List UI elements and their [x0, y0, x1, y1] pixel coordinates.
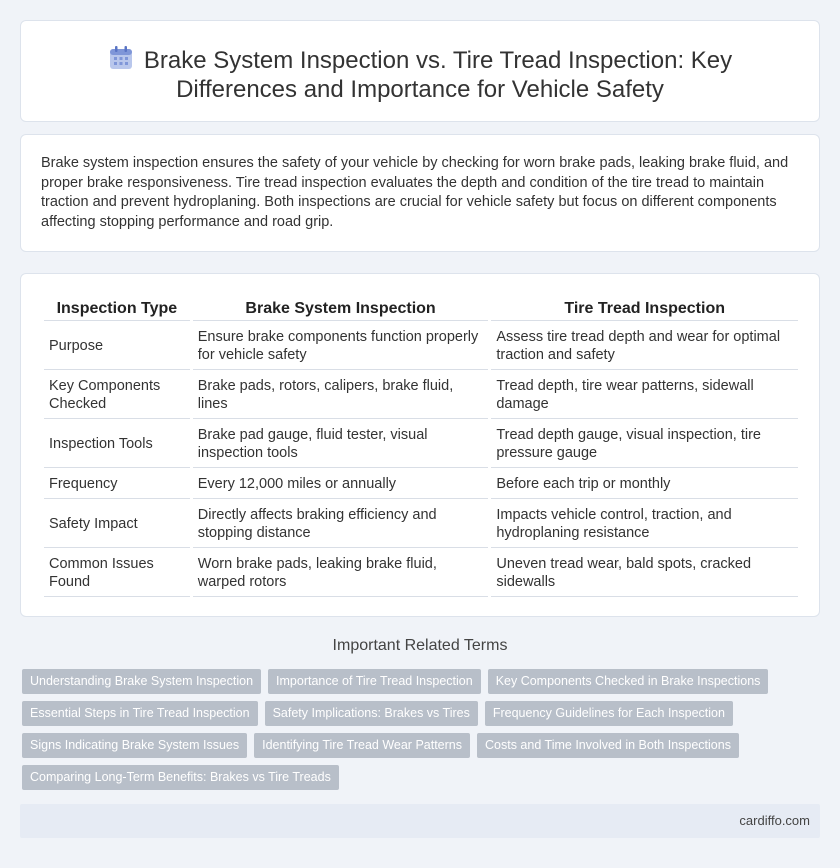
related-terms-tags [22, 669, 761, 797]
intro-text: Brake system inspection ensures the safety of your vehicle by checking for worn brake pads, leaking brake fluid, and proper brake responsiveness. Tire tread inspection evaluates the depth and condition of the tire tread to maintain traction and prevent hydroplaning. Both inspections are crucial for vehicle safety but focus on different components affecting stopping performance and road grip. [41, 155, 789, 230]
related-term-tag[interactable]: Identifying Tire Tread Wear Patterns [254, 733, 470, 758]
comparison-table [41, 294, 801, 599]
related-term-tag[interactable]: Key Components Checked in Brake Inspections [488, 669, 769, 694]
related-term-tag[interactable]: Importance of Tire Tread Inspection [268, 669, 481, 694]
column-header: Inspection Type [44, 296, 190, 321]
table-row [44, 372, 798, 419]
tag-row [22, 765, 742, 790]
table-cell: Uneven tread wear, bald spots, cracked sidewalls [491, 550, 798, 597]
related-term-tag[interactable]: Signs Indicating Brake System Issues [22, 733, 247, 758]
intro-card [20, 134, 820, 252]
related-term-tag[interactable]: Frequency Guidelines for Each Inspection [485, 701, 733, 726]
table-cell: Every 12,000 miles or annually [193, 470, 489, 499]
table-row [44, 550, 798, 597]
table-cell: Inspection Tools [44, 421, 190, 468]
title-card [20, 20, 820, 122]
table-cell: Worn brake pads, leaking brake fluid, warped rotors [193, 550, 489, 597]
table-cell: Safety Impact [44, 501, 190, 548]
footer [20, 804, 820, 838]
table-cell: Brake pad gauge, fluid tester, visual inspection tools [193, 421, 489, 468]
table-cell: Ensure brake components function properly for vehicle safety [193, 323, 489, 370]
table-cell: Common Issues Found [44, 550, 190, 597]
table-cell: Directly affects braking efficiency and stopping distance [193, 501, 489, 548]
related-term-tag[interactable]: Essential Steps in Tire Tread Inspection [22, 701, 258, 726]
page-title: Brake System Inspection vs. Tire Tread Inspection: Key Differences and Importance for Vehicle Safety [143, 47, 733, 103]
calendar-icon [108, 45, 134, 71]
related-term-tag[interactable]: Understanding Brake System Inspection [22, 669, 261, 694]
table-cell: Assess tire tread depth and wear for optimal traction and safety [491, 323, 798, 370]
column-header: Brake System Inspection [193, 296, 489, 321]
table-cell: Before each trip or monthly [491, 470, 798, 499]
table-cell: Tread depth, tire wear patterns, sidewall damage [491, 372, 798, 419]
related-terms-title: Important Related Terms [332, 637, 508, 654]
table-row [44, 421, 798, 468]
table-row [44, 501, 798, 548]
table-row [44, 323, 798, 370]
table-cell: Tread depth gauge, visual inspection, tire pressure gauge [491, 421, 798, 468]
related-term-tag[interactable]: Costs and Time Involved in Both Inspections [477, 733, 739, 758]
comparison-table-card [20, 273, 820, 617]
column-header: Tire Tread Inspection [491, 296, 798, 321]
related-term-tag[interactable]: Comparing Long-Term Benefits: Brakes vs Tire Treads [22, 765, 339, 790]
table-cell: Frequency [44, 470, 190, 499]
table-cell: Impacts vehicle control, traction, and hydroplaning resistance [491, 501, 798, 548]
related-term-tag[interactable]: Safety Implications: Brakes vs Tires [265, 701, 478, 726]
table-header-row [44, 296, 798, 321]
footer-site-link[interactable]: cardiffo.com [739, 813, 810, 828]
tag-row [22, 701, 742, 726]
table-cell: Brake pads, rotors, calipers, brake fluid, lines [193, 372, 489, 419]
tag-row [22, 669, 761, 694]
page-title-wrap [21, 45, 819, 104]
table-cell: Key Components Checked [44, 372, 190, 419]
tag-row [22, 733, 742, 758]
table-cell: Purpose [44, 323, 190, 370]
table-row [44, 470, 798, 499]
